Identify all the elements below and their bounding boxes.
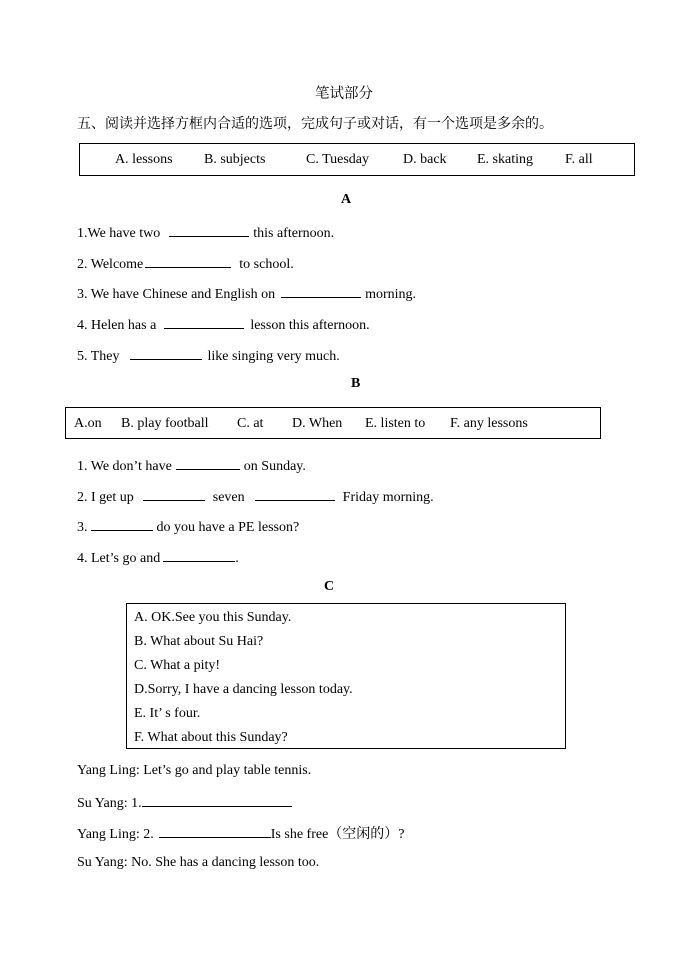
question-b2-before: 2. I get up bbox=[77, 490, 134, 505]
question-a1 bbox=[77, 224, 334, 241]
answer-blank[interactable] bbox=[281, 285, 361, 298]
dialogue-line-2-speaker: Su Yang: 1. bbox=[77, 796, 142, 811]
option-c-tuesday: C. Tuesday bbox=[306, 152, 370, 167]
option-c-c: C. What a pity! bbox=[134, 658, 221, 673]
answer-blank[interactable] bbox=[159, 825, 271, 838]
question-a5-after: like singing very much. bbox=[207, 349, 340, 364]
question-a3 bbox=[77, 285, 416, 302]
section-c-label: C bbox=[324, 579, 335, 594]
option-c-a: A. OK.See you this Sunday. bbox=[134, 610, 292, 625]
option-e-skating: E. skating bbox=[477, 152, 533, 167]
option-c-at: C. at bbox=[237, 416, 264, 431]
dialogue-line-1: Yang Ling: Let’s go and play table tennis. bbox=[77, 763, 312, 778]
option-e-listen-to: E. listen to bbox=[365, 416, 426, 431]
option-f-any-lessons: F. any lessons bbox=[450, 416, 528, 431]
question-b3-after: do you have a PE lesson? bbox=[156, 520, 300, 535]
answer-blank[interactable] bbox=[176, 457, 240, 470]
option-f-all: F. all bbox=[565, 152, 593, 167]
option-c-b: B. What about Su Hai? bbox=[134, 634, 264, 649]
section-b-label: B bbox=[351, 376, 361, 391]
dialogue-line-2 bbox=[77, 794, 296, 811]
question-b3 bbox=[77, 518, 299, 535]
question-a4 bbox=[77, 316, 370, 333]
option-a-on: A.on bbox=[74, 416, 102, 431]
answer-blank[interactable] bbox=[145, 255, 231, 268]
question-a2-after: to school. bbox=[239, 257, 294, 272]
question-a5-before: 5. They bbox=[77, 349, 120, 364]
option-c-f: F. What about this Sunday? bbox=[134, 730, 288, 745]
question-a5 bbox=[77, 347, 340, 364]
dialogue-line-4: Su Yang: No. She has a dancing lesson too. bbox=[77, 855, 320, 870]
answer-blank[interactable] bbox=[164, 316, 244, 329]
option-d-back: D. back bbox=[403, 152, 447, 167]
question-b2-middle: seven bbox=[212, 490, 245, 505]
option-b-subjects: B. subjects bbox=[204, 152, 266, 167]
question-a3-after: morning. bbox=[365, 287, 417, 302]
option-d-when: D. When bbox=[292, 416, 343, 431]
answer-blank[interactable] bbox=[91, 518, 153, 531]
question-b2-after: Friday morning. bbox=[342, 490, 434, 505]
question-a2 bbox=[77, 255, 294, 272]
answer-blank[interactable] bbox=[142, 794, 292, 807]
dialogue-line-3-speaker: Yang Ling: 2. bbox=[77, 827, 154, 842]
dialogue-line-3 bbox=[77, 825, 405, 842]
answer-blank[interactable] bbox=[255, 488, 335, 501]
section-a-label: A bbox=[341, 192, 352, 207]
question-a2-before: 2. Welcome bbox=[77, 257, 144, 272]
option-c-d: D.Sorry, I have a dancing lesson today. bbox=[134, 682, 353, 697]
question-b1-before: 1. We don’t have bbox=[77, 459, 172, 474]
question-b4 bbox=[77, 549, 239, 566]
question-a1-before: 1.We have two bbox=[77, 226, 161, 241]
dialogue-line-3-after: Is she free（空闲的）? bbox=[270, 827, 405, 842]
question-b2 bbox=[77, 488, 434, 505]
answer-blank[interactable] bbox=[169, 224, 249, 237]
question-b1 bbox=[77, 457, 306, 474]
answer-blank[interactable] bbox=[163, 549, 235, 562]
question-a4-before: 4. Helen has a bbox=[77, 318, 157, 333]
question-a3-before: 3. We have Chinese and English on bbox=[77, 287, 276, 302]
question-a4-after: lesson this afternoon. bbox=[250, 318, 370, 333]
option-b-play-football: B. play football bbox=[121, 416, 209, 431]
answer-blank[interactable] bbox=[130, 347, 202, 360]
question-a1-after: this afternoon. bbox=[253, 226, 335, 241]
page-title: 笔试部分 bbox=[315, 86, 373, 102]
option-c-e: E. It’ s four. bbox=[134, 706, 201, 721]
question-b4-after: . bbox=[235, 551, 239, 566]
answer-blank[interactable] bbox=[143, 488, 205, 501]
option-a-lessons: A. lessons bbox=[115, 152, 173, 167]
question-b4-before: 4. Let’s go and bbox=[77, 551, 161, 566]
instruction-text: 五、阅读并选择方框内合适的选项，完成句子或对话，有一个选项是多余的。 bbox=[77, 117, 553, 132]
question-b1-after: on Sunday. bbox=[243, 459, 306, 474]
question-b3-before: 3. bbox=[77, 520, 88, 535]
